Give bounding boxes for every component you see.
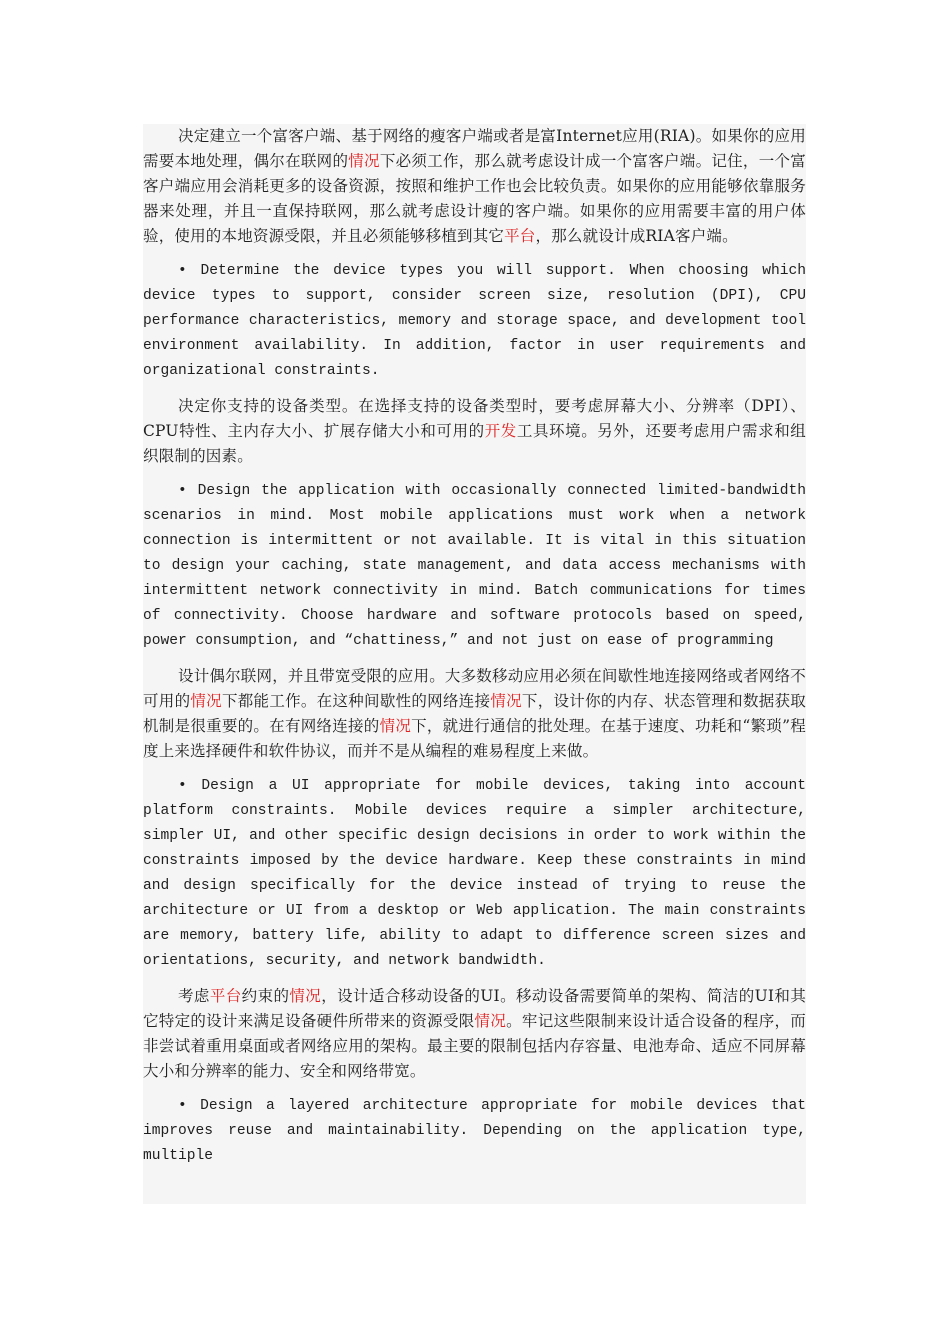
paragraph-text: • Determine the device types you will support. When choosing which device types to support, consider screen size, resolution (DPI), CPU performance characteristics, memory and storage space, and development tool environment availability. In addition, factor in user requirements and organizational constraints.	[143, 263, 806, 379]
paragraph-text: 设计偶尔联网，并且带宽受限的应用。大多数移动应用必须在间歇性地连接网络或者网络不可用的	[143, 667, 806, 710]
paragraph-text: 下，就进行通信的批处理。在基于速度、功耗和“繁琐”程度上来选择硬件和软件协议，而并不是从编程的难易程度上来做。	[143, 717, 806, 760]
english-paragraph	[143, 479, 806, 654]
paragraph-text: ，设计适合移动设备的UI。移动设备需要简单的架构、简洁的UI和其它特定的设计来满足设备硬件所带来的资源受限	[143, 987, 806, 1030]
paragraph-text: 决定建立一个富客户端、基于网络的瘦客户端或者是富Internet应用(RIA)。如果你的应用需要本地处理，偶尔在联网的	[143, 127, 806, 170]
highlighted-term: 情况	[348, 152, 380, 170]
paragraph-text: ，那么就设计成RIA客户端。	[535, 227, 738, 245]
paragraph-text: • Design the application with occasionally connected limited-bandwidth scenarios in mind. Most mobile applications must work when a network connection is intermittent or not available. It is vital in this situation to design your caching, state management, and data access mechanisms with intermittent network connectivity in mind. Batch communications for times of connectivity. Choose hardware and software protocols based on speed, power consumption, and “chattiness,” and not just on ease of programming	[143, 483, 806, 649]
document-text-body	[143, 124, 806, 1204]
english-paragraph	[143, 774, 806, 974]
highlighted-term: 开发	[484, 422, 517, 440]
english-paragraph	[143, 259, 806, 384]
english-paragraph	[143, 1094, 806, 1169]
paragraph-text: 下都能工作。在这种间歇性的网络连接	[221, 692, 491, 710]
paragraph-text: 工具环境。另外，还要考虑用户需求和组织限制的因素。	[143, 422, 806, 465]
highlighted-term: 情况	[379, 717, 412, 735]
highlighted-term: 情况	[490, 692, 522, 710]
paragraph-text: 约束的	[241, 987, 290, 1005]
paragraph-text: 。牢记这些限制来设计适合设备的程序，而非尝试着重用桌面或者网络应用的架构。最主要的限制包括内存容量、电池寿命、适应不同屏幕大小和分辨率的能力、安全和网络带宽。	[143, 1012, 806, 1080]
chinese-paragraph	[143, 124, 806, 249]
highlighted-term: 情况	[190, 692, 222, 710]
highlighted-term: 平台	[209, 987, 242, 1005]
highlighted-term: 平台	[504, 227, 536, 245]
paragraph-text: 下，设计你的内存、状态管理和数据获取机制是很重要的。在有网络连接的	[143, 692, 806, 735]
chinese-paragraph	[143, 394, 806, 469]
paragraph-text: • Design a UI appropriate for mobile devices, taking into account platform constraints. Mobile devices require a simpler architecture, simpler UI, and other specific design decisions in order to work within the constraints imposed by the device hardware. Keep these constraints in mind and design specifically for the device instead of trying to reuse the architecture or UI from a desktop or Web application. The main constraints are memory, battery life, ability to adapt to difference screen sizes and orientations, security, and network bandwidth.	[143, 778, 806, 969]
paragraph-text: 下必须工作，那么就考虑设计成一个富客户端。记住，一个富客户端应用会消耗更多的设备资源，按照和维护工作也会比较负责。如果你的应用能够依靠服务器来处理，并且一直保持联网，那么就考虑设计瘦的客户端。如果你的应用需要丰富的用户体验，使用的本地资源受限，并且必须能够移植到其它	[143, 152, 806, 245]
paragraph-text: 考虑	[178, 987, 210, 1005]
chinese-paragraph	[143, 664, 806, 764]
paragraph-text: 决定你支持的设备类型。在选择支持的设备类型时，要考虑屏幕大小、分辨率（DPI）、CPU特性、主内存大小、扩展存储大小和可用的	[143, 397, 806, 440]
chinese-paragraph	[143, 984, 806, 1084]
highlighted-term: 情况	[289, 987, 322, 1005]
paragraph-text: • Design a layered architecture appropriate for mobile devices that improves reuse and maintainability. Depending on the application type, multiple	[143, 1098, 806, 1164]
highlighted-term: 情况	[474, 1012, 507, 1030]
